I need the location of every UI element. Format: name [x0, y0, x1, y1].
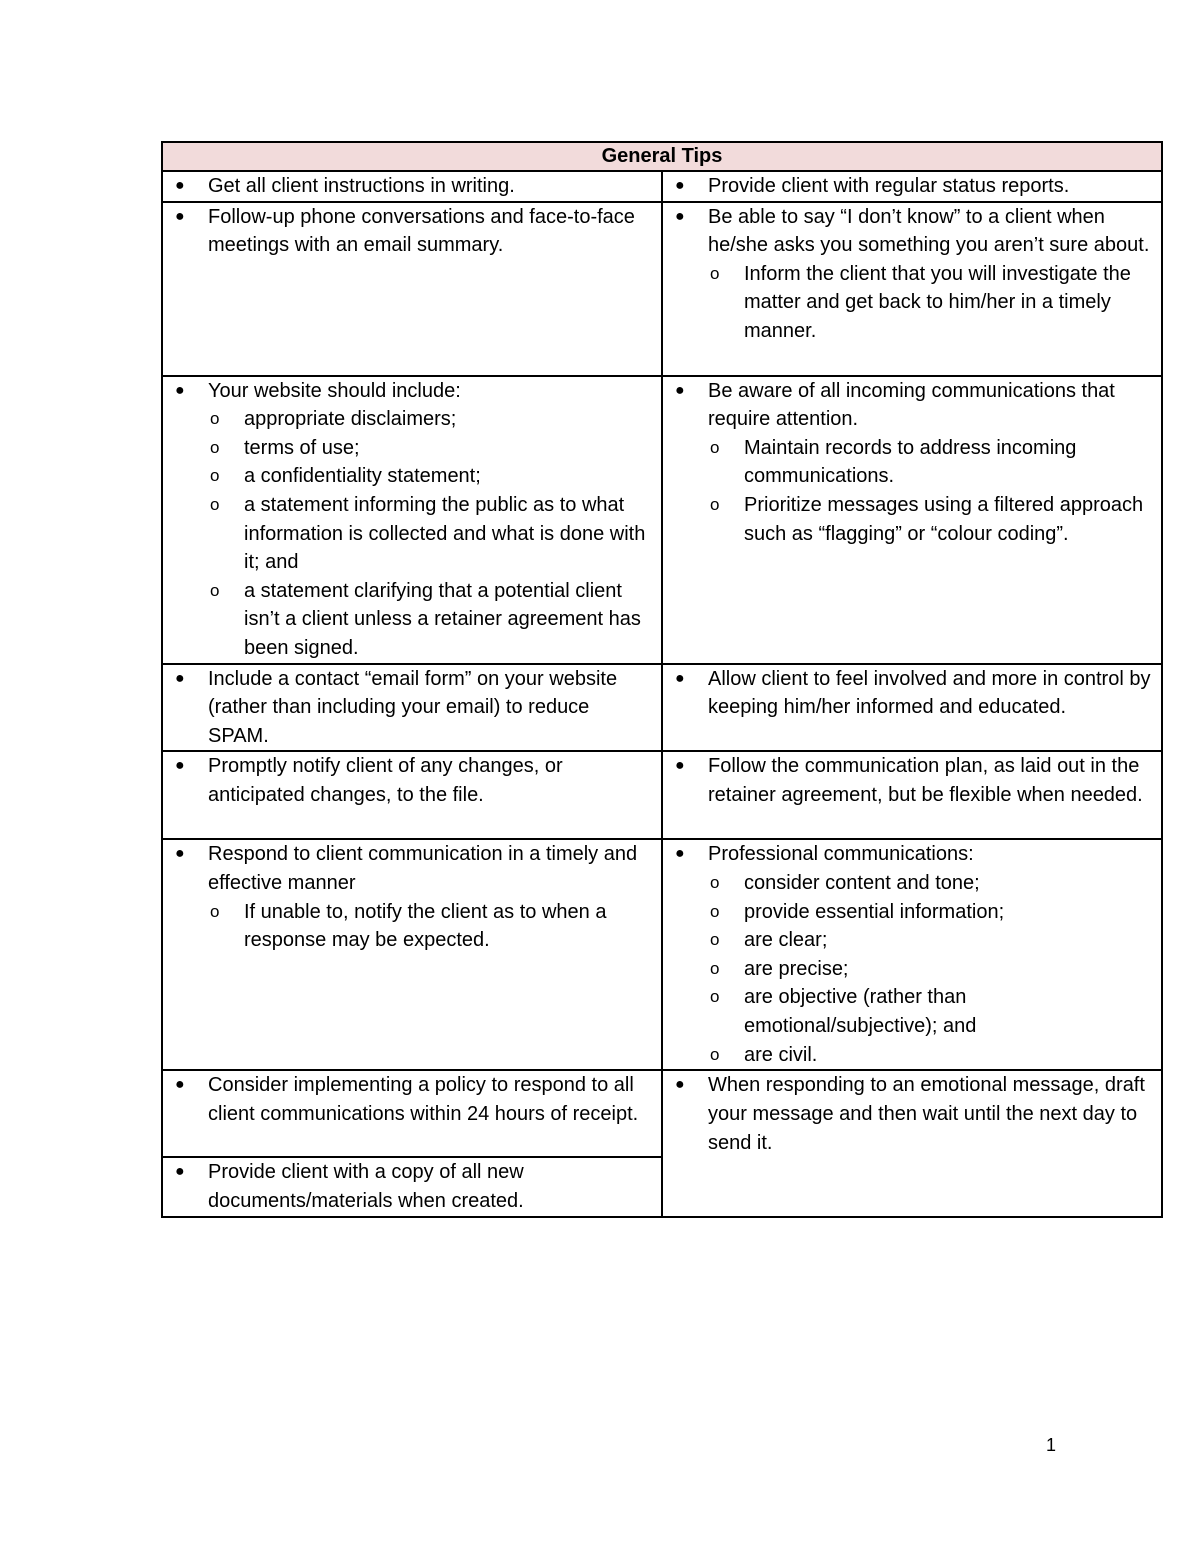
- table-header-row: [162, 142, 1162, 171]
- list-item: [667, 172, 1155, 201]
- table-title: General Tips: [162, 142, 1162, 171]
- sub-list-item-text: are objective (rather than emotional/subjective); and: [744, 986, 977, 1037]
- circle-bullet-icon: o: [210, 580, 220, 600]
- bullet-icon: ●: [175, 207, 185, 225]
- list-item-text: Include a contact “email form” on your website (rather than including your email) to reduce SPAM.: [208, 667, 618, 747]
- table-cell-right: [662, 664, 1162, 752]
- sub-list-item-text: a statement informing the public as to what information is collected and what is done with it; and: [244, 493, 646, 574]
- sub-list: [208, 405, 655, 662]
- sub-list: [708, 869, 1155, 1069]
- table-row: [162, 664, 1162, 752]
- list-item: [167, 752, 655, 809]
- list-item-text: Consider implementing a policy to respond to all client communications within 24 hours of receipt.: [208, 1074, 639, 1125]
- sub-list-item: [208, 434, 655, 463]
- sub-list-item: [708, 898, 1155, 927]
- list-item: [667, 752, 1155, 809]
- circle-bullet-icon: o: [210, 409, 220, 429]
- bullet-icon: ●: [175, 1163, 185, 1181]
- table-cell-right: [662, 171, 1162, 202]
- sub-list-item: [708, 1041, 1155, 1070]
- sub-list-item: [708, 434, 1155, 491]
- sub-list-item: [708, 983, 1155, 1040]
- sub-list-item: [708, 926, 1155, 955]
- circle-bullet-icon: o: [210, 466, 220, 486]
- bullet-icon: ●: [175, 845, 185, 863]
- circle-bullet-icon: o: [710, 987, 720, 1007]
- bullet-icon: ●: [675, 1076, 685, 1094]
- sub-list-item: [208, 491, 655, 577]
- circle-bullet-icon: o: [710, 1044, 720, 1064]
- bullet-icon: ●: [675, 207, 685, 225]
- sub-list-item-text: a statement clarifying that a potential client isn’t a client unless a retainer agreement has been signed.: [244, 579, 641, 659]
- list-item: [167, 665, 655, 751]
- bullet-icon: ●: [175, 757, 185, 775]
- sub-list-item: [708, 955, 1155, 984]
- sub-list-item-text: a confidentiality statement;: [244, 465, 481, 488]
- sub-list-item-text: appropriate disclaimers;: [244, 408, 457, 431]
- circle-bullet-icon: o: [710, 930, 720, 950]
- circle-bullet-icon: o: [710, 901, 720, 921]
- list-item-text: Be aware of all incoming communications that require attention.: [708, 379, 1115, 431]
- list-item-text: Your website should include:: [208, 379, 461, 402]
- table-cell-right: [662, 751, 1162, 839]
- bullet-icon: ●: [675, 669, 685, 687]
- sub-list-item-text: provide essential information;: [744, 900, 1005, 923]
- bullet-icon: ●: [675, 381, 685, 399]
- table-cell-right: [662, 202, 1162, 376]
- list-item: [667, 203, 1155, 346]
- list-item-text: Professional communications:: [708, 843, 974, 866]
- sub-list-item: [708, 491, 1155, 548]
- table-row: [162, 839, 1162, 1070]
- list-item-text: Provide client with a copy of all new documents/materials when created.: [208, 1161, 524, 1212]
- list-item-text: Be able to say “I don’t know” to a client when he/she asks you something you aren’t sure about.: [708, 205, 1150, 257]
- page-number: 1: [1046, 1435, 1057, 1455]
- circle-bullet-icon: o: [710, 872, 720, 892]
- table-row: [162, 376, 1162, 664]
- bullet-icon: ●: [175, 177, 185, 194]
- sub-list-item-text: If unable to, notify the client as to when a response may be expected.: [244, 900, 607, 952]
- list-item-text: Follow the communication plan, as laid out in the retainer agreement, but be flexible when needed.: [708, 755, 1143, 806]
- list-item-text: Allow client to feel involved and more in control by keeping him/her informed and educated.: [708, 667, 1151, 719]
- list-item: [667, 840, 1155, 1069]
- list-item: [167, 1158, 655, 1215]
- list-item: [167, 840, 655, 954]
- bullet-icon: ●: [175, 381, 185, 399]
- table-row: [162, 751, 1162, 839]
- sub-list-item: [208, 898, 655, 955]
- list-item-text: Promptly notify client of any changes, or anticipated changes, to the file.: [208, 755, 563, 806]
- circle-bullet-icon: o: [210, 494, 220, 514]
- sub-list-item: [208, 405, 655, 434]
- sub-list-item-text: are civil.: [744, 1043, 818, 1066]
- sub-list: [208, 898, 655, 955]
- table-cell-left: [162, 664, 662, 752]
- list-item: [667, 1071, 1155, 1157]
- sub-list-item: [708, 869, 1155, 898]
- sub-list-item: [708, 260, 1155, 346]
- sub-list-item-text: are clear;: [744, 929, 828, 952]
- table-cell-left: [162, 1070, 662, 1157]
- sub-list: [708, 434, 1155, 548]
- list-item: [167, 377, 655, 663]
- sub-list-item: [208, 462, 655, 491]
- list-item: [167, 172, 655, 201]
- table-cell-left: [162, 376, 662, 664]
- sub-list-item-text: terms of use;: [244, 436, 360, 459]
- circle-bullet-icon: o: [710, 958, 720, 978]
- sub-list-item-text: Prioritize messages using a filtered approach such as “flagging” or “colour coding”.: [744, 493, 1144, 545]
- bullet-icon: ●: [675, 757, 685, 775]
- general-tips-table: [161, 141, 1163, 1218]
- circle-bullet-icon: o: [710, 494, 720, 514]
- sub-list-item-text: Inform the client that you will investigate the matter and get back to him/her in a timely manner.: [744, 262, 1131, 342]
- sub-list-item-text: consider content and tone;: [744, 871, 980, 894]
- table-cell-left: [162, 1157, 662, 1217]
- sub-list: [708, 260, 1155, 346]
- table-cell-left: [162, 202, 662, 376]
- list-item: [167, 1071, 655, 1128]
- table-cell-right: [662, 1070, 1162, 1217]
- list-item-text: Respond to client communication in a timely and effective manner: [208, 843, 638, 894]
- table-cell-right: [662, 839, 1162, 1070]
- list-item-text: When responding to an emotional message, draft your message and then wait until the next day to send it.: [708, 1074, 1145, 1154]
- list-item: [167, 203, 655, 260]
- bullet-icon: ●: [175, 669, 185, 687]
- list-item: [667, 665, 1155, 722]
- sub-list-item-text: Maintain records to address incoming communications.: [744, 436, 1077, 488]
- table-row: [162, 202, 1162, 376]
- sub-list-item-text: are precise;: [744, 957, 849, 980]
- list-item: [667, 377, 1155, 549]
- circle-bullet-icon: o: [710, 437, 720, 457]
- table-cell-left: [162, 171, 662, 202]
- circle-bullet-icon: o: [710, 263, 720, 283]
- circle-bullet-icon: o: [210, 901, 220, 921]
- table-cell-left: [162, 839, 662, 1070]
- bullet-icon: ●: [675, 845, 685, 863]
- bullet-icon: ●: [675, 177, 685, 194]
- sub-list-item: [208, 577, 655, 663]
- table-cell-left: [162, 751, 662, 839]
- table-cell-right: [662, 376, 1162, 664]
- list-item-text: Follow-up phone conversations and face-to-face meetings with an email summary.: [208, 205, 635, 257]
- bullet-icon: ●: [175, 1076, 185, 1094]
- table-row: [162, 1070, 1162, 1157]
- list-item-text: Provide client with regular status reports.: [708, 175, 1070, 197]
- table-row: [162, 171, 1162, 202]
- circle-bullet-icon: o: [210, 437, 220, 457]
- list-item-text: Get all client instructions in writing.: [208, 175, 515, 197]
